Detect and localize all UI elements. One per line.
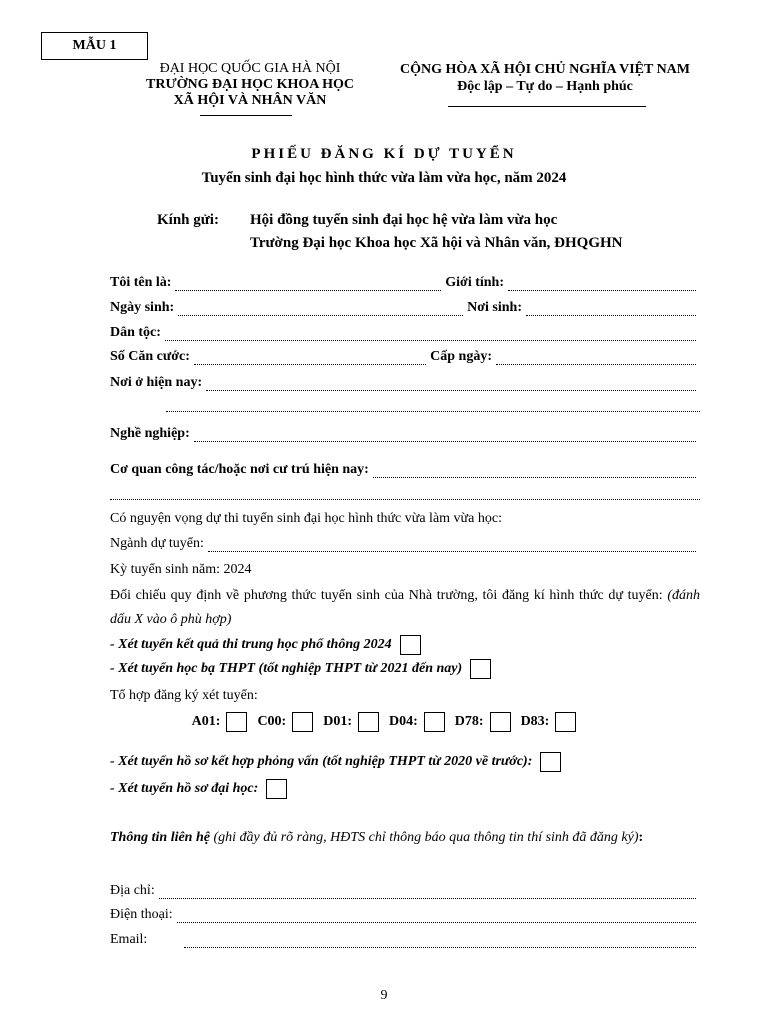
gender-label: Giới tính:: [445, 275, 504, 290]
major-label: Ngành dự tuyển:: [110, 536, 204, 551]
method-paragraph: [110, 584, 700, 632]
row-email: [110, 931, 700, 948]
university-name: ĐẠI HỌC QUỐC GIA HÀ NỘI: [159, 61, 341, 76]
school-name-line2: XÃ HỘI VÀ NHÂN VĂN: [173, 93, 327, 108]
row-name-gender: [110, 274, 700, 291]
option-university-record-checkbox[interactable]: [266, 779, 287, 799]
method-text: Đối chiếu quy định về phương thức tuyển sinh của Nhà trường, tôi đăng kí hình thức dự tuyển:: [110, 588, 663, 603]
row-id-card: [110, 348, 700, 365]
contact-paragraph: [110, 826, 700, 850]
combo-checkbox-row: [0, 712, 768, 732]
dob-label: Ngày sinh:: [110, 300, 175, 315]
option-transcript-label: - Xét tuyển học bạ THPT (tốt nghiệp THPT từ 2021 đến nay): [110, 661, 463, 676]
address-field[interactable]: [159, 885, 696, 899]
occupation-field[interactable]: [194, 428, 696, 442]
combo-d01-label: D01:: [323, 714, 352, 729]
combo-d83: [521, 712, 577, 732]
option-transcript-checkbox[interactable]: [470, 659, 491, 679]
residence-field[interactable]: [206, 377, 696, 391]
combo-c00-checkbox[interactable]: [292, 712, 313, 732]
option-interview-checkbox[interactable]: [540, 752, 561, 772]
gender-field[interactable]: [508, 277, 696, 291]
row-ethnicity: [110, 324, 700, 341]
id-card-label: Số Căn cước:: [110, 349, 190, 364]
admission-term: Kỳ tuyển sinh năm: 2024: [110, 562, 252, 577]
page-number: 9: [380, 988, 388, 1003]
option-exam-results: [110, 635, 421, 655]
row-workplace: [110, 461, 700, 478]
form-title: PHIẾU ĐĂNG KÍ DỰ TUYỂN: [251, 146, 517, 162]
addressee-label: Kính gửi:: [157, 212, 219, 228]
form-code: MẪU 1: [41, 32, 148, 60]
row-occupation: [110, 425, 700, 442]
form-subtitle: Tuyển sinh đại học hình thức vừa làm vừa học, năm 2024: [201, 170, 567, 186]
wish-intro: Có nguyện vọng dự thi tuyển sinh đại học hình thức vừa làm vừa học:: [110, 511, 502, 526]
major-field[interactable]: [208, 538, 696, 552]
email-field[interactable]: [184, 934, 696, 948]
institution-header: [130, 61, 370, 109]
residence-field-line2[interactable]: [166, 398, 700, 412]
combo-d01-checkbox[interactable]: [358, 712, 379, 732]
option-interview: [110, 752, 561, 772]
issue-date-label: Cấp ngày:: [430, 349, 492, 364]
combo-d04: [389, 712, 445, 732]
combo-label: Tổ hợp đăng ký xét tuyển:: [110, 688, 258, 703]
ethnicity-label: Dân tộc:: [110, 325, 161, 340]
contact-note: (ghi đầy đủ rõ ràng, HĐTS chỉ thông báo qua thông tin thí sinh đã đăng ký): [209, 830, 639, 845]
phone-label: Điện thoại:: [110, 907, 173, 922]
row-phone: [110, 906, 700, 923]
row-dob-birthplace: [110, 299, 700, 316]
issue-date-field[interactable]: [496, 351, 696, 365]
addressee-line2: Trường Đại học Khoa học Xã hội và Nhân văn, ĐHQGHN: [250, 235, 623, 251]
combo-a01: [192, 712, 248, 732]
option-exam-results-checkbox[interactable]: [400, 635, 421, 655]
contact-heading: Thông tin liên hệ: [110, 830, 210, 845]
motto-underline: [448, 106, 646, 107]
combo-c00-label: C00:: [257, 714, 287, 729]
combo-d78-checkbox[interactable]: [490, 712, 511, 732]
occupation-label: Nghề nghiệp:: [110, 426, 190, 441]
addressee-line1: Hội đồng tuyển sinh đại học hệ vừa làm vừa học: [250, 212, 558, 228]
combo-d83-checkbox[interactable]: [555, 712, 576, 732]
combo-a01-checkbox[interactable]: [226, 712, 247, 732]
option-university-record: [110, 779, 287, 799]
workplace-label: Cơ quan công tác/hoặc nơi cư trú hiện nay:: [110, 462, 369, 477]
row-major: [110, 535, 700, 552]
institution-underline: [200, 115, 292, 116]
national-header: [390, 61, 700, 95]
name-label: Tôi tên là:: [110, 275, 172, 290]
method-note: (đánh dấu X vào ô phù hợp): [110, 588, 701, 627]
option-transcript: [110, 659, 491, 679]
school-name-line1: TRƯỜNG ĐẠI HỌC KHOA HỌC: [146, 77, 354, 92]
name-field[interactable]: [175, 277, 441, 291]
contact-colon: :: [638, 830, 644, 845]
national-title: CỘNG HÒA XÃ HỘI CHỦ NGHĨA VIỆT NAM: [399, 62, 690, 77]
combo-d78-label: D78:: [454, 714, 484, 729]
workplace-field-line2[interactable]: [110, 486, 700, 500]
phone-field[interactable]: [177, 909, 696, 923]
ethnicity-field[interactable]: [165, 327, 696, 341]
birthplace-label: Nơi sinh:: [467, 300, 522, 315]
combo-a01-label: A01:: [191, 714, 221, 729]
workplace-field[interactable]: [373, 464, 696, 478]
combo-d83-label: D83:: [520, 714, 550, 729]
row-address: [110, 882, 700, 899]
dob-field[interactable]: [178, 302, 463, 316]
combo-d01: [323, 712, 379, 732]
combo-d04-checkbox[interactable]: [424, 712, 445, 732]
address-label: Địa chỉ:: [110, 883, 155, 898]
birthplace-field[interactable]: [526, 302, 696, 316]
combo-d78: [455, 712, 511, 732]
option-university-record-label: - Xét tuyển hồ sơ đại học:: [110, 781, 259, 796]
combo-c00: [257, 712, 313, 732]
option-exam-results-label: - Xét tuyển kết quả thi trung học phổ thông 2024: [110, 637, 392, 652]
residence-label: Nơi ở hiện nay:: [110, 375, 203, 390]
option-interview-label: - Xét tuyển hồ sơ kết hợp phỏng vấn (tốt nghiệp THPT từ 2020 về trước):: [110, 754, 533, 769]
id-card-field[interactable]: [194, 351, 426, 365]
email-label: Email:: [110, 932, 148, 947]
national-motto: Độc lập – Tự do – Hạnh phúc: [457, 79, 633, 94]
combo-d04-label: D04:: [389, 714, 418, 729]
row-residence: [110, 374, 700, 391]
